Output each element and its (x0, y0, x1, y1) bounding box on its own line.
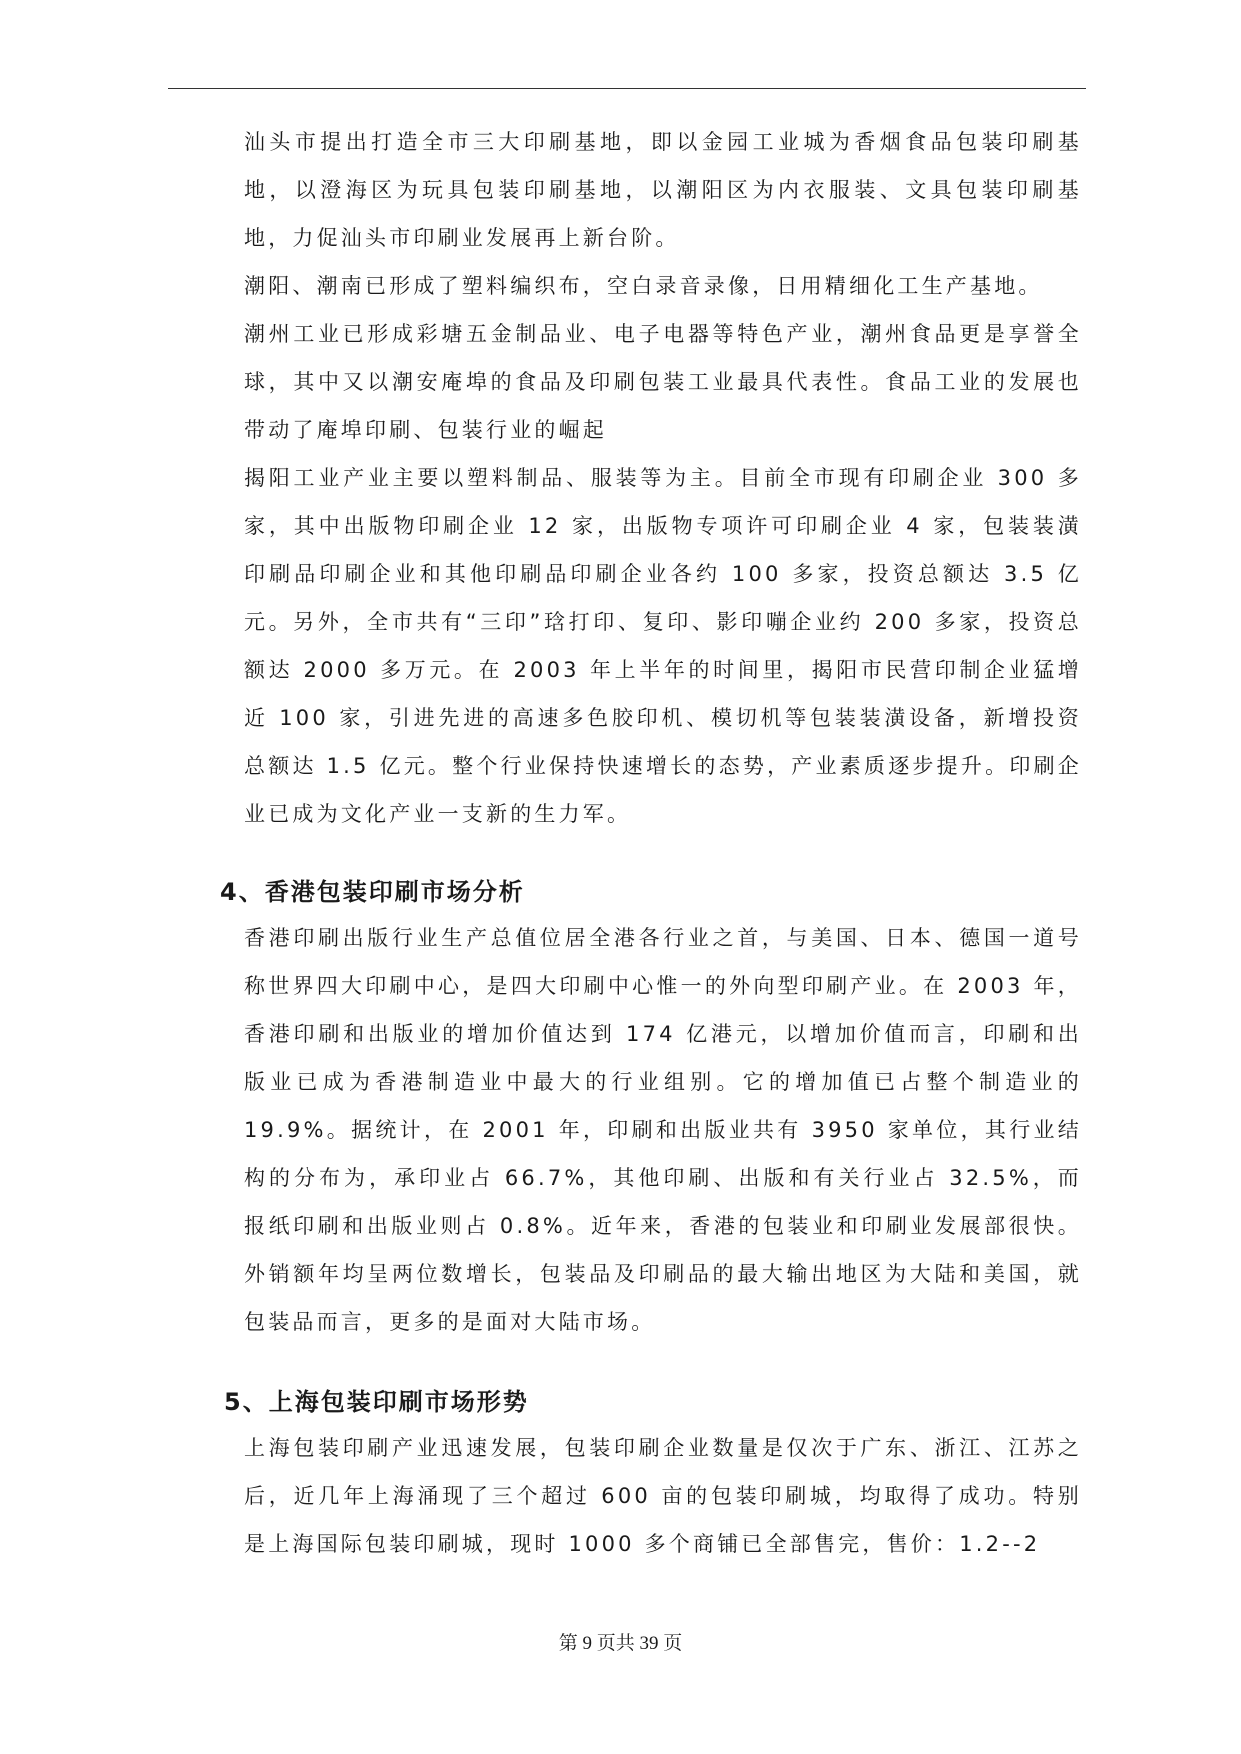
heading-hongkong: 4、香港包装印刷市场分析 (220, 878, 525, 906)
paragraph-shanghai: 上海包装印刷产业迅速发展，包装印刷企业数量是仅次于广东、浙江、江苏之后，近几年上海涌现了三个超过 600 亩的包装印刷城，均取得了成功。特别是上海国际包装印刷城，现时 1000 多个商铺已全部售完，售价：1.2--2 (244, 1436, 1082, 1556)
paragraph-hongkong: 香港印刷出版行业生产总值位居全港各行业之首，与美国、日本、德国一道号称世界四大印刷中心，是四大印刷中心惟一的外向型印刷产业。在 2003 年，香港印刷和出版业的增加价值达到 174 亿港元，以增加价值而言，印刷和出版业已成为香港制造业中最大的行业组别。它的增加值已占整个制造业的 19.9%。据统计，在 2001 年，印刷和出版业共有 3950 家单位，其行业结构的分布为，承印业占 66.7%，其他印刷、出版和有关行业占 32.5%，而报纸印刷和出版业则占 0.8%。近年来，香港的包装业和印刷业发展部很快。外销额年均呈两位数增长，包装品及印刷品的最大输出地区为大陆和美国，就包装品而言，更多的是面对大陆市场。 (244, 926, 1082, 1334)
page-number-footer: 第 9 页共 39 页 (558, 1633, 683, 1654)
paragraph-jieyang: 揭阳工业产业主要以塑料制品、服装等为主。目前全市现有印刷企业 300 多家，其中出版物印刷企业 12 家，出版物专项许可印刷企业 4 家，包装装潢印刷品印刷企业和其他印刷品印刷企业各约 100 多家，投资总额达 3.5 亿元。另外，全市共有“三印”琀打印、复印、影印嘣企业约 200 多家，投资总额达 2000 多万元。在 2003 年上半年的时间里，揭阳市民营印制企业猛增近 100 家，引进先进的高速多色胶印机、模切机等包装装潢设备，新增投资总额达 1.5 亿元。整个行业保持快速增长的态势，产业素质逐步提升。印刷企业已成为文化产业一支新的生力军。 (244, 466, 1082, 826)
page-content (220, 118, 1082, 1568)
paragraph-chaoyang: 潮阳、潮南已形成了塑料编织布，空白录音录像，日用精细化工生产基地。 (244, 274, 1043, 298)
header-rule (168, 88, 1086, 89)
heading-shanghai: 5、上海包装印刷市场形势 (224, 1388, 529, 1416)
paragraph-chaozhou: 潮州工业已形成彩塘五金制品业、电子电器等特色产业，潮州食品更是享誉全球，其中又以潮安庵埠的食品及印刷包装工业最具代表性。食品工业的发展也带动了庵埠印刷、包装行业的崛起 (244, 322, 1082, 442)
paragraph-shantou: 汕头市提出打造全市三大印刷基地，即以金园工业城为香烟食品包装印刷基地，以澄海区为玩具包装印刷基地，以潮阳区为内衣服装、文具包装印刷基地，力促汕头市印刷业发展再上新台阶。 (244, 130, 1082, 250)
